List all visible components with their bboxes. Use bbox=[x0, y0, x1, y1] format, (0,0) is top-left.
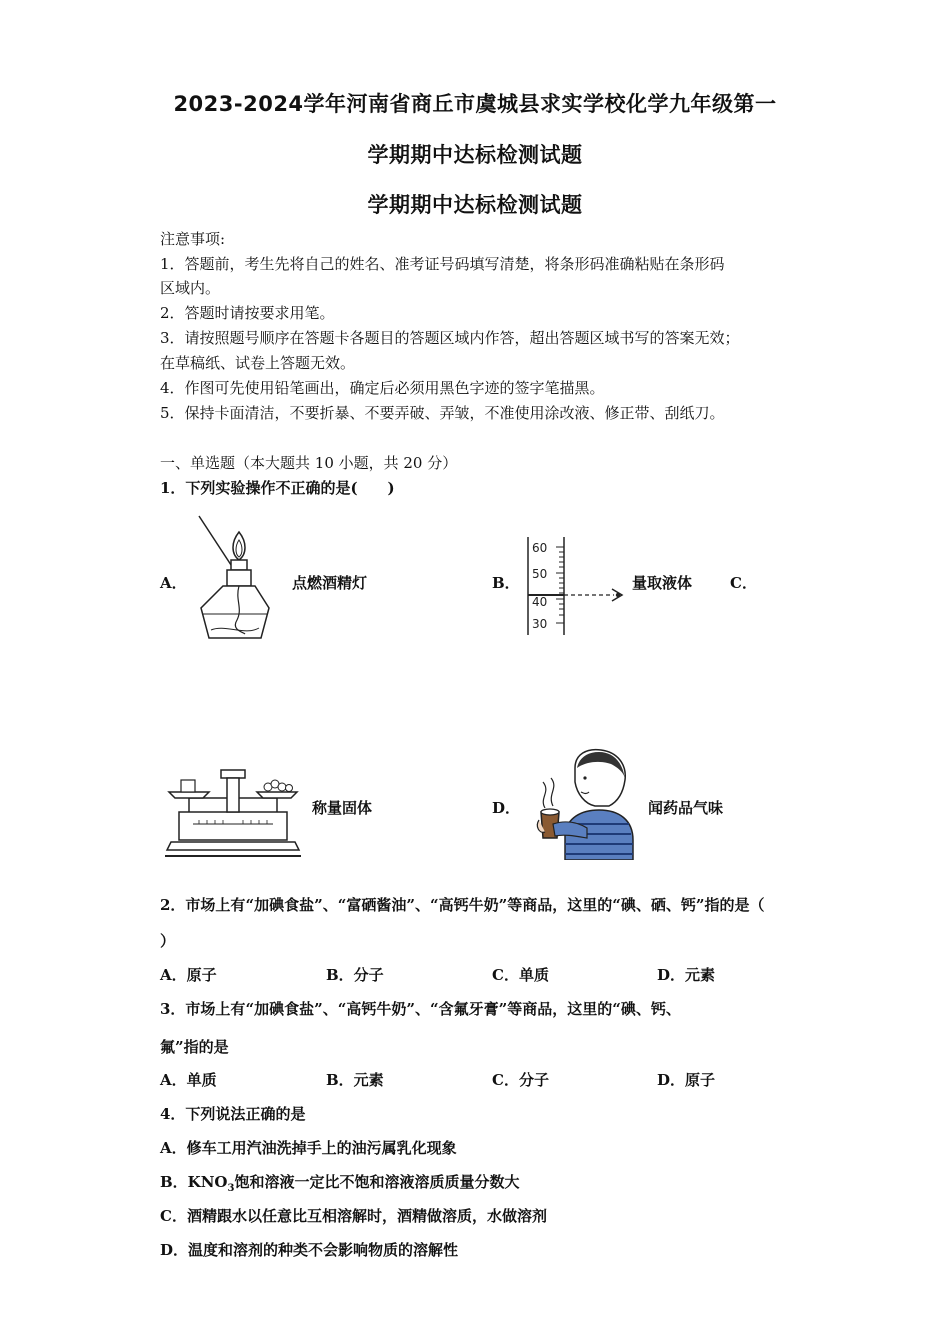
q4-option-b bbox=[160, 1171, 519, 1194]
alcohol-lamp-illustration bbox=[195, 512, 275, 642]
notice-item: 2．答题时请按要求用笔。 bbox=[160, 304, 335, 322]
q4-option-d: D．温度和溶剂的种类不会影响物质的溶解性 bbox=[160, 1241, 459, 1259]
graduated-cylinder-illustration bbox=[522, 535, 630, 640]
q1-option-d-label: D． bbox=[492, 799, 521, 817]
q3-option-c: C．分子 bbox=[492, 1071, 549, 1089]
q4-option-c: C．酒精跟水以任意比互相溶解时，酒精做溶质，水做溶剂 bbox=[160, 1207, 547, 1225]
page-title-line-2: 学期期中达标检测试题 bbox=[367, 143, 583, 167]
q4-option-a: A．修车工用汽油洗掉手上的油污属乳化现象 bbox=[160, 1139, 457, 1157]
notice-item: 3．请按照题号顺序在答题卡各题目的答题区域内作答，超出答题区域书写的答案无效； bbox=[160, 329, 740, 347]
question-3-stem: 3．市场上有“加碘食盐”、“高钙牛奶”、“含氟牙膏”等商品，这里的“碘、钙、 bbox=[160, 1000, 681, 1018]
cylinder-tick-label: 40 bbox=[532, 595, 548, 609]
cylinder-tick-label: 50 bbox=[532, 567, 548, 581]
notice-heading: 注意事项: bbox=[160, 230, 226, 248]
q1-option-c-label: C． bbox=[730, 574, 757, 592]
q2-option-d: D．元素 bbox=[657, 966, 716, 984]
q1-option-a-label: A． bbox=[160, 574, 187, 592]
q3-option-a: A．单质 bbox=[160, 1071, 217, 1089]
q2-option-c: C．单质 bbox=[492, 966, 549, 984]
smelling-chemical-illustration bbox=[525, 748, 637, 860]
section-heading: 一、单选题（本大题共 10 小题，共 20 分） bbox=[160, 454, 458, 472]
notice-item: 1．答题前，考生先将自己的姓名、准考证号码填写清楚，将条形码准确粘贴在条形码 bbox=[160, 255, 725, 273]
question-2-stem-cont: ） bbox=[160, 932, 176, 950]
question-1-stem: 1．下列实验操作不正确的是( ) bbox=[160, 479, 395, 497]
cylinder-tick-label: 30 bbox=[532, 617, 548, 631]
question-2-stem: 2．市场上有“加碘食盐”、“富硒酱油”、“高钙牛奶”等商品，这里的“碘、硒、钙”指的是（ bbox=[160, 896, 765, 914]
notice-item: 4．作图可先使用铅笔画出，确定后必须用黑色字迹的签字笔描黑。 bbox=[160, 379, 605, 397]
notice-item: 5．保持卡面清洁，不要折暴、不要弄破、弄皱，不准使用涂改液、修正带、刮纸刀。 bbox=[160, 404, 725, 422]
cylinder-tick-label: 60 bbox=[532, 541, 548, 555]
q4-option-b-subscript: 3 bbox=[227, 1183, 235, 1194]
q1-option-d-caption: 闻药品气味 bbox=[648, 799, 724, 817]
notice-item: 区域内。 bbox=[160, 279, 221, 297]
q2-option-a: A．原子 bbox=[160, 966, 217, 984]
q4-option-b-suffix: 饱和溶液一定比不饱和溶液溶质质量分数大 bbox=[234, 1173, 520, 1191]
q4-option-b-prefix: B．KNO bbox=[160, 1173, 228, 1191]
q3-option-b: B．元素 bbox=[326, 1071, 384, 1089]
q3-option-d: D．原子 bbox=[657, 1071, 716, 1089]
question-3-stem-cont: 氟”指的是 bbox=[160, 1038, 229, 1056]
q2-option-b: B．分子 bbox=[326, 966, 384, 984]
balance-illustration bbox=[163, 768, 303, 860]
page-title-line-1: 2023-2024学年河南省商丘市虞城县求实学校化学九年级第一 bbox=[173, 92, 777, 116]
notice-item: 在草稿纸、试卷上答题无效。 bbox=[160, 354, 356, 372]
q1-option-a-caption: 点燃酒精灯 bbox=[292, 574, 368, 592]
question-4-stem: 4．下列说法正确的是 bbox=[160, 1105, 306, 1123]
q1-option-b-label: B． bbox=[492, 574, 520, 592]
q1-option-c-caption: 称量固体 bbox=[312, 799, 373, 817]
page-title-line-3: 学期期中达标检测试题 bbox=[367, 193, 583, 217]
q1-option-b-caption: 量取液体 bbox=[632, 574, 693, 592]
